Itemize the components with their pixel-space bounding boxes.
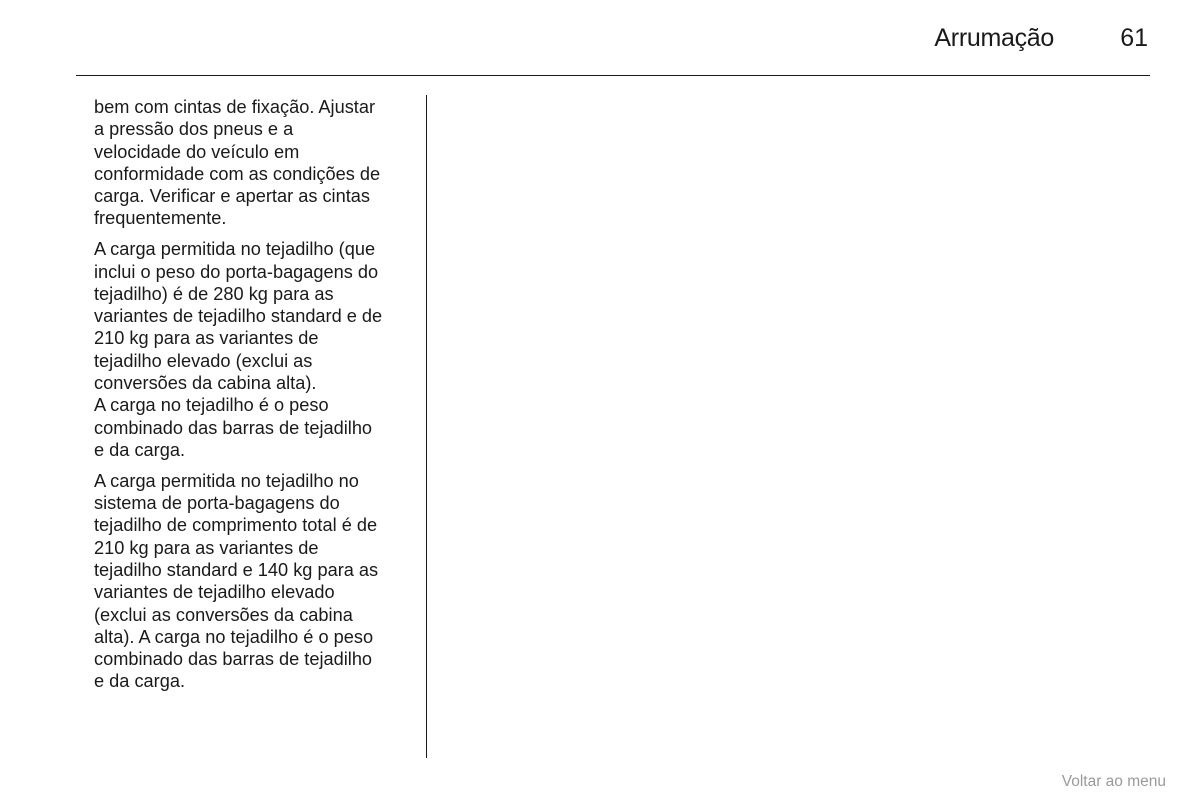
paragraph-roof-load-standard: A carga permitida no tejadilho (que inclui o peso do porta-bagagens do tejadilho) é de 280 kg para as variantes de tejadilho standard e de 210 kg para as variantes de tejadilho elevado (exclui as conversões da cabina alta). A carga no tejadilho é o peso combinado das barras de tejadilho e da carga.	[94, 239, 383, 460]
header-divider	[76, 75, 1150, 76]
page-number: 61	[1120, 24, 1148, 52]
page-header	[0, 0, 1200, 76]
back-to-menu-link[interactable]: Voltar ao menu	[1061, 773, 1166, 790]
column-divider	[426, 95, 427, 758]
text-column	[94, 96, 412, 701]
section-title: Arrumação	[934, 24, 1054, 52]
paragraph-tie-down-straps: bem com cintas de fixação. Ajustar a pressão dos pneus e a velocidade do veículo em conformidade com as condições de carga. Verificar e apertar as cintas frequentemente.	[94, 97, 381, 229]
paragraph-roof-load-full-length: A carga permitida no tejadilho no sistema de porta-bagagens do tejadilho de comprimento total é de 210 kg para as variantes de tejadilho standard e 140 kg para as variantes de tejadilho elevado (exclui as conversões da cabina alta). A carga no tejadilho é o peso combinado das barras de tejadilho e da carga.	[94, 470, 379, 692]
